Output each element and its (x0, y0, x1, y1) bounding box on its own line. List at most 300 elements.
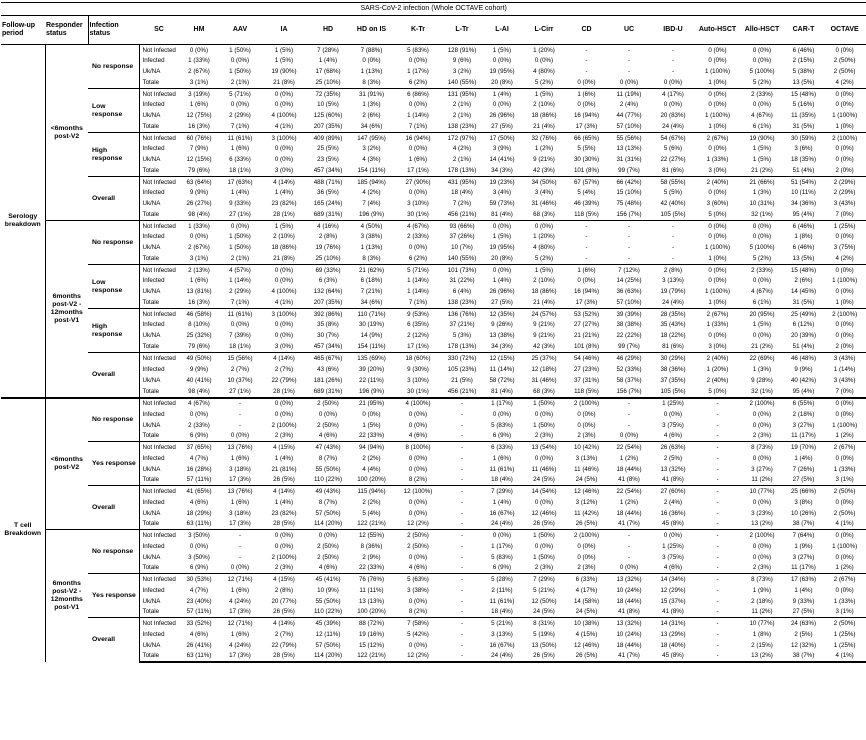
table-cell: 0 (0%) (534, 542, 554, 550)
table-cell: 27 (90%) (394, 177, 442, 188)
table-cell: 11 (17%) (791, 564, 816, 572)
table-cell: 147 (95%) (349, 133, 394, 144)
table-cell: 0 (0%) (752, 454, 772, 462)
table-cell: 22 (54%) (607, 442, 651, 453)
table-cell: 1 (6%) (189, 101, 209, 109)
table-cell: 19 (90%) (271, 68, 297, 76)
table-cell: 16 (3%) (188, 123, 210, 131)
table-cell: - (716, 498, 719, 506)
table-cell: 38 (38%) (616, 321, 642, 329)
table-cell: 0 (0%) (408, 641, 428, 649)
table-cell: 1 (50%) (229, 233, 251, 241)
table-cell: 1 (100%) (704, 68, 731, 76)
table-cell: 23 (40%) (186, 597, 212, 605)
table-cell: 9 (6%) (452, 57, 472, 65)
table-cell: - (238, 421, 242, 429)
table-cell: 22 (54%) (607, 486, 651, 497)
table-cell: 2 (10%) (533, 101, 555, 109)
table-cell: 3 (23%) (751, 509, 773, 517)
table-cell: 156 (7%) (616, 387, 642, 395)
table-cell: 1 (50%) (522, 530, 566, 541)
table-cell: 8 (36%) (360, 542, 383, 550)
table-cell: 2 (67%) (695, 309, 740, 320)
table-cell: 21 (2%) (751, 167, 773, 175)
table-cell: 4 (7%) (189, 586, 209, 594)
table-cell: 31 (91%) (349, 89, 394, 100)
table-cell: 1 (2%) (619, 454, 639, 462)
table-cell: 68 (3%) (533, 211, 555, 219)
table-cell: 45 (8%) (651, 651, 695, 662)
table-cell: 7 (29%) (482, 486, 522, 497)
table-cell: 45 (8%) (662, 520, 684, 528)
table-cell: 24 (5%) (533, 608, 555, 616)
table-cell: 21 (5%) (451, 377, 473, 385)
table-cell: 20 (77%) (271, 597, 297, 605)
table-cell: 3 (43%) (823, 353, 866, 364)
table-cell: 76 (76%) (349, 574, 394, 585)
infection-status-label: Not Infected (139, 133, 179, 144)
table-cell: 1 (0%) (708, 299, 727, 307)
table-cell: 11 (35%) (791, 112, 816, 120)
table-cell: 431 (95%) (442, 177, 482, 188)
table-cell: 4 (80%) (533, 68, 555, 76)
table-cell: 14 (45%) (790, 288, 817, 296)
table-cell: 3 (75%) (833, 244, 856, 252)
table-cell: 1 (5%) (492, 46, 512, 54)
table-cell: - (460, 410, 464, 418)
table-cell: 3 (10%) (407, 200, 429, 208)
table-cell: 5 (71%) (394, 265, 442, 276)
table-cell: - (460, 630, 464, 638)
header-col-octave: OCTAVE (823, 16, 866, 45)
table-cell: 1 (100%) (832, 112, 858, 120)
header-col-k-tr: K-Tr (394, 16, 442, 45)
table-cell: 8 (3%) (362, 255, 381, 263)
table-cell: 1 (17%) (482, 398, 522, 409)
table-cell: 0 (0%) (189, 233, 209, 241)
table-cell: 6 (2%) (408, 255, 428, 263)
table-cell: 24 (4%) (482, 651, 522, 662)
table-cell: 5 (21%) (533, 586, 555, 594)
table-cell: 2 (4%) (663, 498, 683, 506)
table-cell: 0 (0%) (708, 277, 727, 285)
table-cell: 19 (95%) (489, 68, 515, 76)
table-cell: - (460, 608, 464, 616)
responder-label: High response (88, 309, 139, 353)
table-cell: 0 (0%) (752, 498, 772, 506)
table-cell: 2 (13%) (179, 265, 219, 276)
table-cell: 13 (5%) (792, 255, 815, 263)
responder-label: Overall (88, 486, 139, 530)
table-cell: 3 (1%) (189, 79, 209, 87)
table-cell: 5 (2%) (534, 255, 554, 263)
table-row (1, 45, 866, 56)
table-cell: 81 (4%) (491, 211, 513, 219)
table-cell: 13 (76%) (219, 486, 261, 497)
table-cell: 0 (0%) (708, 233, 727, 241)
table-cell: - (460, 465, 464, 473)
table-cell: 0 (0%) (752, 233, 772, 241)
table-cell: 4 (57%) (219, 265, 261, 276)
table-cell: 23 (5%) (317, 156, 339, 164)
table-cell: 1 (20%) (706, 365, 729, 373)
table-row (1, 353, 866, 364)
table-cell: 34 (36%) (790, 200, 817, 208)
table-cell: 3 (75%) (662, 553, 684, 561)
table-cell: - (695, 398, 740, 409)
table-cell: 3 (27%) (792, 421, 815, 429)
table-cell: - (442, 530, 482, 541)
table-cell: 27 (5%) (491, 299, 513, 307)
table-cell: 22 (69%) (740, 353, 784, 364)
table-cell: 4 (24%) (229, 641, 251, 649)
table-cell: 1 (8%) (794, 233, 813, 241)
table-cell: 69 (33%) (307, 265, 349, 276)
table-row (1, 265, 866, 276)
table-cell: 1 (2%) (835, 432, 854, 440)
table-cell: 14 (31%) (651, 618, 695, 629)
table-cell: 18 (4%) (451, 189, 473, 197)
table-cell: 27 (60%) (651, 486, 695, 497)
table-cell: 30 (1%) (407, 387, 429, 395)
table-cell: - (585, 68, 588, 76)
table-cell: 1 (5%) (522, 89, 566, 100)
table-cell: 0 (0%) (740, 221, 784, 232)
table-cell: 2 (100%) (823, 309, 866, 320)
table-cell: 30 (7%) (317, 332, 339, 340)
table-cell: 35 (8%) (317, 321, 339, 329)
table-cell: 13 (54%) (522, 442, 566, 453)
table-cell: 12 (2%) (407, 520, 429, 528)
table-cell: 81 (4%) (491, 387, 513, 395)
table-cell: 110 (22%) (313, 476, 343, 484)
table-cell: 18 (40%) (660, 641, 686, 649)
table-cell: 0 (0%) (230, 564, 250, 572)
table-cell: 28 (35%) (651, 309, 695, 320)
table-cell: 4 (14%) (261, 618, 307, 629)
table-cell: 5 (16%) (792, 101, 815, 109)
table-cell: 13 (29%) (660, 630, 686, 638)
table-cell: 1 (4%) (230, 189, 250, 197)
table-cell: 18 (86%) (271, 244, 297, 252)
table-cell: 3 (4%) (534, 189, 554, 197)
table-cell: 2 (100%) (271, 553, 297, 561)
infection-status-label: Infected (139, 276, 179, 287)
table-cell: - (460, 454, 464, 462)
table-cell: 46 (39%) (573, 200, 600, 208)
table-cell: - (627, 244, 631, 252)
table-cell: 26 (5%) (533, 520, 555, 528)
table-cell: 488 (71%) (307, 177, 349, 188)
table-cell: 0 (0%) (651, 530, 695, 541)
table-cell: 101 (8%) (573, 343, 600, 351)
table-cell: - (585, 255, 588, 263)
table-cell: 0 (0%) (230, 57, 250, 65)
table-cell: - (716, 520, 719, 528)
table-cell: 4 (100%) (271, 288, 297, 296)
table-cell: 58 (55%) (651, 177, 695, 188)
infection-status-label: Not Infected (139, 45, 179, 56)
table-cell: 207 (35%) (313, 123, 343, 131)
table-cell: 24 (5%) (575, 608, 598, 616)
table-cell: 8 (10%) (188, 321, 210, 329)
table-cell: 79 (6%) (188, 167, 210, 175)
period-label: <6months post-V2 (50, 124, 83, 140)
table-cell: 122 (21%) (349, 651, 394, 662)
infection-status-label: Totale (139, 651, 179, 662)
table-cell: 0 (0%) (835, 288, 854, 296)
table-cell: 27 (27%) (573, 321, 600, 329)
table-cell: 3 (1%) (835, 608, 854, 616)
table-cell: 95 (4%) (792, 387, 815, 395)
table-cell: 3 (8%) (794, 498, 813, 506)
table-cell: 1 (14%) (229, 277, 251, 285)
header-col-car-t: CAR-T (784, 16, 823, 45)
table-cell: 52 (33%) (616, 365, 642, 373)
table-cell: 0 (0%) (663, 410, 683, 418)
table-cell: 99 (7%) (618, 343, 640, 351)
table-cell: 63 (64%) (179, 177, 219, 188)
table-cell: 196 (9%) (358, 211, 385, 219)
table-cell: 25 (5%) (317, 145, 339, 153)
table-cell: 5 (83%) (491, 421, 513, 429)
table-cell: 49 (50%) (179, 353, 219, 364)
table-cell: 101 (73%) (442, 265, 482, 276)
infection-status-label: Infected (139, 629, 179, 640)
table-cell: 9 (9%) (794, 365, 813, 373)
table-cell: 36 (63%) (616, 288, 642, 296)
table-cell: 17 (68%) (315, 68, 341, 76)
table-cell: 1 (6%) (230, 498, 250, 506)
table-cell: 0 (0%) (522, 221, 566, 232)
table-cell: 1 (13%) (360, 244, 383, 252)
table-cell: 2 (67%) (188, 68, 210, 76)
table-cell: 1 (33%) (706, 156, 729, 164)
table-cell: - (442, 398, 482, 409)
table-cell: 22 (79%) (271, 377, 297, 385)
table-cell: 0 (0%) (274, 145, 294, 153)
table-cell: 0 (0%) (835, 233, 854, 241)
table-cell: - (627, 57, 631, 65)
table-cell: 26 (5%) (273, 608, 295, 616)
table-cell: 25 (10%) (315, 79, 341, 87)
table-cell: 11 (46%) (531, 465, 557, 473)
table-cell: 51 (54%) (784, 177, 823, 188)
table-cell: 0 (0%) (619, 79, 639, 87)
table-cell: 12 (46%) (566, 486, 607, 497)
table-cell: 2 (6%) (794, 277, 813, 285)
table-cell: 0 (0%) (708, 46, 727, 54)
table-cell: 2 (2%) (362, 454, 381, 462)
table-cell: 12 (50%) (531, 597, 557, 605)
table-cell: 5 (83%) (491, 553, 513, 561)
table-cell: 140 (55%) (447, 79, 477, 87)
category-label: Serology breakdown (1, 45, 45, 398)
table-cell: 8 (73%) (740, 442, 784, 453)
table-cell: 456 (21%) (447, 387, 477, 395)
table-cell: 15 (56%) (219, 353, 261, 364)
table-cell: 12 (15%) (482, 353, 522, 364)
table-cell: 5 (0%) (708, 387, 727, 395)
table-cell: 5 (21%) (482, 618, 522, 629)
table-cell: 28 (5%) (261, 651, 307, 662)
table-cell: 1 (20%) (533, 46, 555, 54)
table-cell: 1 (3%) (752, 365, 772, 373)
table-cell: 2 (18%) (792, 410, 815, 418)
table-cell: 3 (9%) (492, 145, 512, 153)
table-cell: 4 (67%) (179, 398, 219, 409)
table-cell: 0 (0%) (577, 79, 596, 87)
table-cell: 28 (1%) (273, 211, 295, 219)
table-cell: 0 (0%) (534, 410, 554, 418)
table-cell: 0 (0%) (823, 265, 866, 276)
table-cell: 2 (100%) (823, 133, 866, 144)
responder-label: Low response (88, 265, 139, 309)
table-cell: 12 (100%) (394, 486, 442, 497)
table-cell: 0 (0%) (307, 530, 349, 541)
period-label: 6months post-V2 - 12months post-V1 (45, 530, 88, 662)
infection-status-label: Infected (139, 144, 179, 155)
table-cell: 7 (26%) (792, 465, 815, 473)
table-cell: 0 (0%) (835, 454, 854, 462)
table-cell: 25 (49%) (784, 309, 823, 320)
table-cell: 67 (57%) (566, 177, 607, 188)
table-cell: 140 (55%) (447, 255, 477, 263)
table-cell: 18 (4%) (491, 476, 513, 484)
table-cell: 22 (79%) (271, 641, 297, 649)
table-cell: 0 (0%) (752, 277, 772, 285)
table-cell: 21 (2%) (751, 343, 773, 351)
table-cell: 17 (3%) (575, 123, 598, 131)
table-cell: 2 (6%) (362, 112, 381, 120)
table-cell: 33 (52%) (179, 618, 219, 629)
table-cell: 0 (0%) (835, 156, 854, 164)
table-cell: 10 (26%) (790, 509, 817, 517)
table-cell: 11 (61%) (489, 597, 515, 605)
table-cell: - (671, 244, 675, 252)
table-cell: 18 (44%) (616, 641, 642, 649)
table-cell: 0 (0%) (274, 542, 294, 550)
table-cell: 185 (94%) (349, 177, 394, 188)
table-cell: 101 (8%) (573, 167, 600, 175)
table-cell: 0 (0%) (835, 101, 854, 109)
table-cell: 0 (0%) (189, 46, 209, 54)
table-cell: 2 (50%) (833, 68, 856, 76)
infection-status-label: Not Infected (139, 618, 179, 629)
table-cell: 13 (2%) (740, 651, 784, 662)
table-cell: 15 (48%) (784, 265, 823, 276)
table-cell: 0 (0%) (695, 221, 740, 232)
table-cell: 21 (4%) (533, 299, 555, 307)
table-cell: 98 (4%) (188, 387, 210, 395)
table-cell: 0 (0%) (492, 101, 512, 109)
table-cell: - (607, 530, 651, 541)
category-label: T cell Breakdown (1, 398, 45, 662)
table-cell: 38 (7%) (792, 520, 815, 528)
table-cell: 4 (2%) (452, 145, 472, 153)
table-row (1, 221, 866, 232)
table-cell: 41 (8%) (662, 476, 684, 484)
table-cell: 11 (42%) (574, 509, 599, 517)
infection-status-label: Not Infected (139, 221, 179, 232)
infection-status-label: Not Infected (139, 353, 179, 364)
table-cell: 20 (8%) (491, 255, 513, 263)
table-cell: 2 (40%) (695, 353, 740, 364)
table-row (1, 89, 866, 100)
table-cell: 0 (0%) (752, 421, 772, 429)
table-cell: 22 (22%) (616, 332, 642, 340)
infection-status-label: Totale (139, 475, 179, 486)
table-cell: 0 (0%) (577, 277, 596, 285)
table-cell: 4 (15%) (261, 442, 307, 453)
table-cell: 17 (1%) (407, 343, 429, 351)
table-cell: 7 (88%) (360, 46, 383, 54)
table-cell: 3 (6%) (794, 145, 813, 153)
table-cell: 4 (6%) (318, 432, 338, 440)
table-cell: 9 (30%) (407, 365, 429, 373)
header-period: Follow-up period (1, 16, 45, 45)
table-cell: - (460, 421, 464, 429)
table-cell: 28 (1%) (273, 387, 295, 395)
table-cell: 3 (100%) (261, 133, 307, 144)
table-cell: - (716, 476, 719, 484)
table-cell: 1 (33%) (188, 57, 210, 65)
table-cell: 16 (3%) (188, 299, 210, 307)
table-cell: 0 (0%) (274, 321, 294, 329)
table-cell: - (651, 221, 695, 232)
table-cell: 1 (0%) (708, 123, 727, 131)
table-cell: 7 (21%) (360, 288, 383, 296)
table-cell: 11 (14%) (489, 365, 515, 373)
table-cell: 17 (3%) (575, 299, 598, 307)
table-cell: 7 (0%) (835, 387, 854, 395)
table-cell: 18 (29%) (186, 509, 212, 517)
table-cell: 1 (50%) (533, 421, 555, 429)
table-cell: 31 (22%) (449, 277, 475, 285)
infection-status-label: Totale (139, 431, 179, 442)
infection-status-label: Infected (139, 56, 179, 67)
table-cell: 26 (5%) (522, 651, 566, 662)
table-cell: 2 (9%) (362, 553, 381, 561)
table-cell: 31 (46%) (531, 200, 557, 208)
table-cell: 3 (18%) (229, 465, 251, 473)
table-cell: 26 (5%) (575, 520, 598, 528)
table-cell: 20 (83%) (660, 112, 686, 120)
infection-status-label: Totale (139, 519, 179, 530)
table-cell: 7 (64%) (784, 530, 823, 541)
table-cell: 18 (44%) (616, 465, 642, 473)
table-cell: 0 (0%) (408, 421, 428, 429)
table-cell: 1 (6%) (566, 89, 607, 100)
table-cell: 25 (37%) (522, 353, 566, 364)
table-cell: - (695, 530, 740, 541)
table-cell: 6 (46%) (784, 221, 823, 232)
table-cell: 172 (97%) (442, 133, 482, 144)
table-cell: - (585, 233, 588, 241)
table-cell: 1 (6%) (230, 586, 250, 594)
table-cell: 0 (0%) (695, 89, 740, 100)
table-cell: 7 (39%) (229, 332, 251, 340)
table-cell: 689 (31%) (313, 211, 343, 219)
table-cell: 10 (77%) (740, 486, 784, 497)
table-cell: 6 (55%) (784, 398, 823, 409)
table-cell: 3 (10%) (407, 377, 429, 385)
table-cell: 6 (46%) (792, 46, 815, 54)
infection-status-label: Uk/NA (139, 287, 179, 298)
table-cell: 34 (3%) (491, 167, 513, 175)
table-cell: 0 (0%) (482, 530, 522, 541)
table-cell: - (716, 432, 719, 440)
